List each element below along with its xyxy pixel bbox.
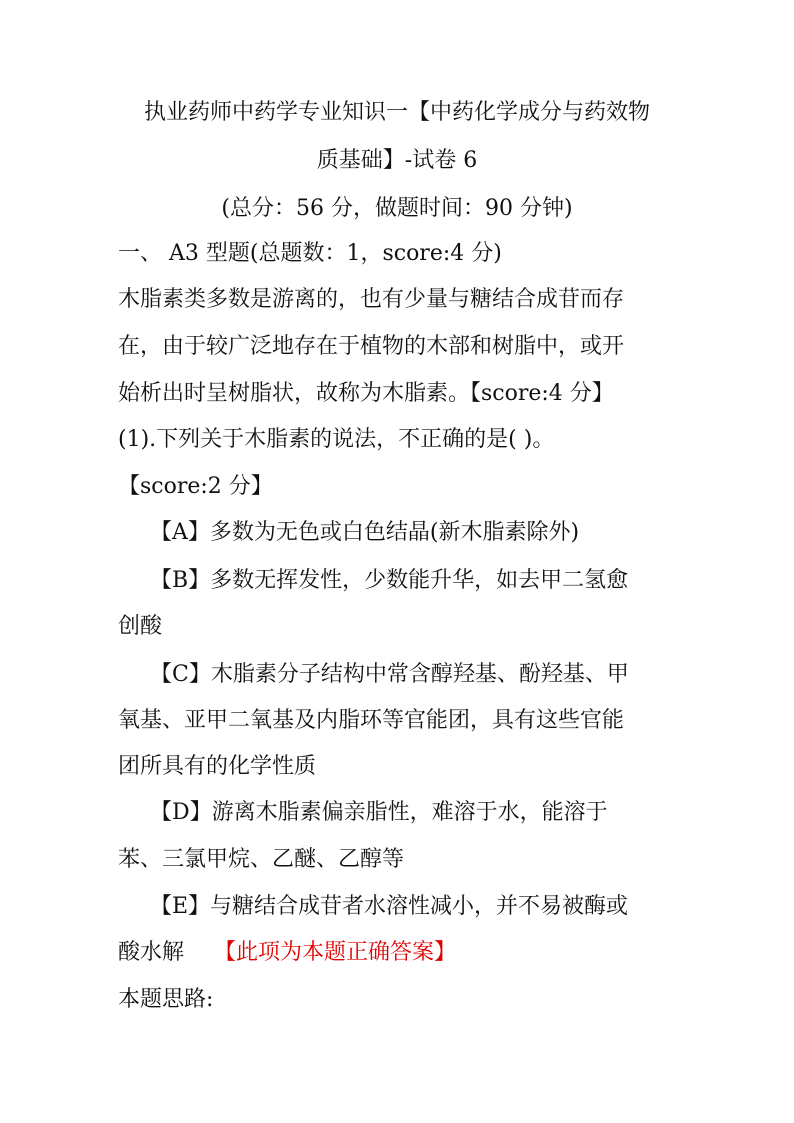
- option-a: 【A】多数为无色或白色结晶(新木脂素除外): [150, 520, 580, 545]
- analysis-label: 本题思路:: [118, 987, 214, 1012]
- document-title-line-1: 执业药师中药学专业知识一【中药化学成分与药效物: [143, 100, 650, 125]
- question-score: 【score:2 分】: [118, 474, 273, 499]
- exam-summary: (总分：56 分，做题时间：90 分钟): [221, 196, 573, 221]
- option-e-line-1: 【E】与糖结合成苷者水溶性减小，并不易被酶或: [150, 894, 629, 919]
- passage-line-2: 在，由于较广泛地存在于植物的木部和树脂中，或开: [118, 334, 625, 359]
- option-d-line-1: 【D】游离木脂素偏亲脂性，难溶于水，能溶于: [150, 800, 608, 825]
- option-b-line-1: 【B】多数无挥发性，少数能升华，如去甲二氢愈: [150, 568, 629, 593]
- correct-answer-marker: 【此项为本题正确答案】: [214, 940, 457, 965]
- option-b-line-2: 创酸: [118, 614, 163, 639]
- passage-line-1: 木脂素类多数是游离的，也有少量与糖结合成苷而存: [118, 287, 625, 312]
- passage-line-3: 始析出时呈树脂状，故称为木脂素。【score:4 分】: [118, 381, 614, 406]
- option-c-line-3: 团所具有的化学性质: [118, 754, 317, 779]
- question-stem: (1).下列关于木脂素的说法，不正确的是( )。: [118, 427, 555, 452]
- document-title-line-2: 质基础】-试卷 6: [316, 148, 478, 173]
- option-c-line-2: 氧基、亚甲二氧基及内脂环等官能团，具有这些官能: [118, 708, 625, 733]
- option-c-line-1: 【C】木脂素分子结构中常含醇羟基、酚羟基、甲: [150, 662, 629, 687]
- section-heading: 一、 A3 型题(总题数：1，score:4 分): [118, 241, 502, 266]
- option-e-line-2: [118, 938, 456, 968]
- option-d-line-2: 苯、三氯甲烷、乙醚、乙醇等: [118, 847, 405, 872]
- option-e-text: 酸水解: [118, 940, 185, 965]
